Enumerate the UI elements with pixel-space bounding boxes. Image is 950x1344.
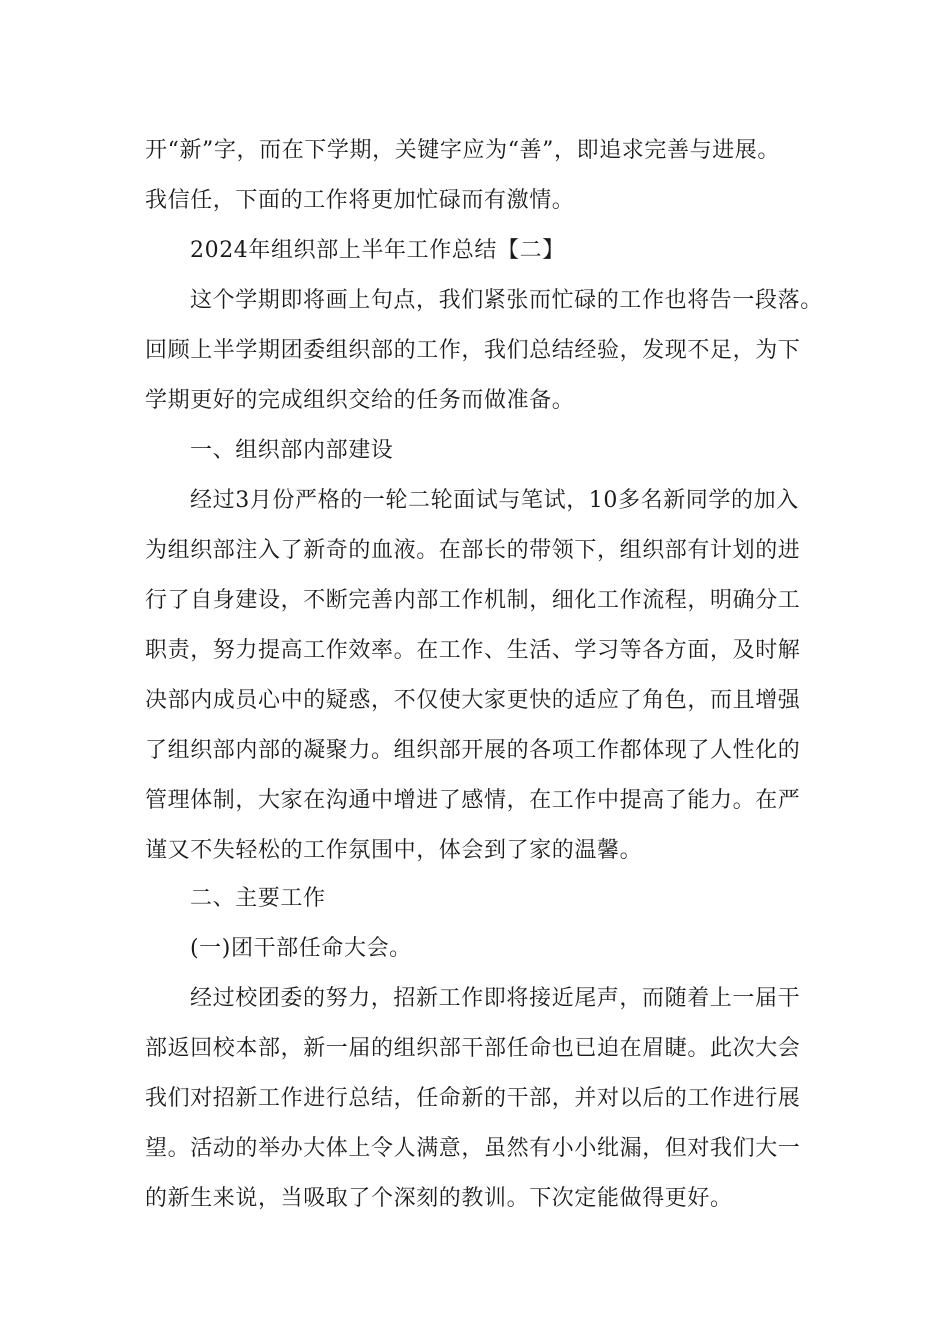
heading-2: 二、主要工作 xyxy=(190,886,326,911)
paragraph-line: 职责，努力提高工作效率。在工作、生活、学习等各方面，及时解 xyxy=(145,638,801,663)
paragraph-line: 经过3月份严格的一轮二轮面试与笔试，10多名新同学的加入 xyxy=(190,488,799,513)
paragraph-line: 部返回校本部，新一届的组织部干部任命也已迫在眉睫。此次大会 xyxy=(145,1036,801,1061)
paragraph-line: 决部内成员心中的疑惑，不仅使大家更快的适应了角色，而且增强 xyxy=(145,688,801,713)
heading-1: 一、组织部内部建设 xyxy=(190,438,394,463)
paragraph-line: 为组织部注入了新奇的血液。在部长的带领下，组织部有计划的进 xyxy=(145,538,801,563)
paragraph-line: 的新生来说，当吸取了个深刻的教训。下次定能做得更好。 xyxy=(145,1186,733,1211)
paragraph-line: 开“新”字，而在下学期，关键字应为“善”，即追求完善与进展。 xyxy=(145,138,780,163)
paragraph-line: 我信任，下面的工作将更加忙碌而有激情。 xyxy=(145,188,575,213)
paragraph-line: 学期更好的完成组织交给的任务而做准备。 xyxy=(145,388,575,413)
paragraph-line: 望。活动的举办大体上令人满意，虽然有小小纰漏，但对我们大一 xyxy=(145,1136,801,1161)
paragraph-line: 这个学期即将画上句点，我们紧张而忙碌的工作也将告一段落。 xyxy=(190,288,823,313)
paragraph-line: 了组织部内部的凝聚力。组织部开展的各项工作都体现了人性化的 xyxy=(145,738,801,763)
paragraph-line: 管理体制，大家在沟通中增进了感情，在工作中提高了能力。在严 xyxy=(145,788,801,813)
paragraph-line: 经过校团委的努力，招新工作即将接近尾声，而随着上一届干 xyxy=(190,986,801,1011)
subheading: (一)团干部任命大会。 xyxy=(190,936,412,961)
paragraph-line: 我们对招新工作进行总结，任命新的干部，并对以后的工作进行展 xyxy=(145,1086,801,1111)
paragraph-line: 行了自身建设，不断完善内部工作机制，细化工作流程，明确分工 xyxy=(145,588,801,613)
paragraph-line: 谨又不失轻松的工作氛围中，体会到了家的温馨。 xyxy=(145,838,643,863)
section-title: 2024年组织部上半年工作总结【二】 xyxy=(190,238,565,263)
paragraph-line: 回顾上半学期团委组织部的工作，我们总结经验，发现不足，为下 xyxy=(145,338,801,363)
